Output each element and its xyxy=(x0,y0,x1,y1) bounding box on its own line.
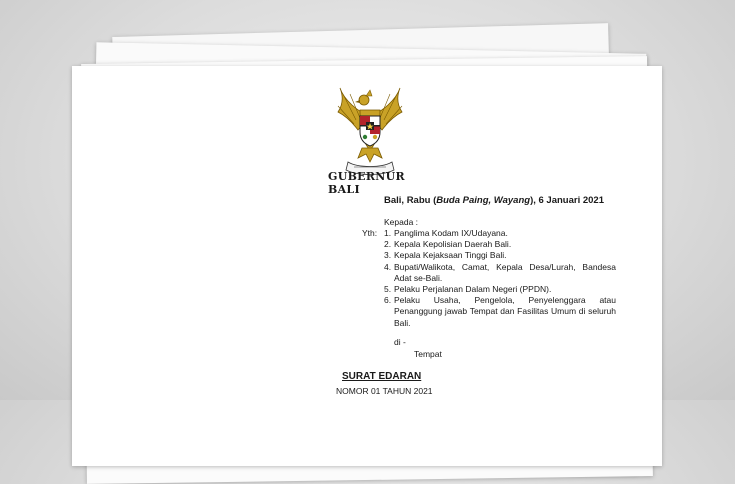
list-number: 4. xyxy=(384,261,392,272)
list-item xyxy=(384,284,616,295)
letter-document xyxy=(72,66,662,400)
list-item xyxy=(384,239,616,250)
tempat-label: Tempat xyxy=(414,349,442,359)
list-item xyxy=(384,262,616,284)
list-number: 6. xyxy=(384,295,392,306)
list-number: 5. xyxy=(384,284,392,295)
list-text: Panglima Kodam IX/Udayana. xyxy=(394,228,508,238)
letter-date xyxy=(384,195,604,206)
list-text: Kepala Kejaksaan Tinggi Bali. xyxy=(394,250,507,261)
list-item xyxy=(384,228,616,239)
list-text: Pelaku Usaha, Pengelola, Penyelenggara atau Penanggung jawab Tempat dan Fasilitas Umum di seluruh Bali. xyxy=(394,295,616,328)
letterhead-title: GUBERNUR BALI xyxy=(328,170,405,196)
list-text: Bupati/Walikota, Camat, Kepala Desa/Lurah, Bandesa Adat se-Bali. xyxy=(394,261,616,283)
date-prefix: Bali, Rabu ( xyxy=(384,195,437,206)
list-number: 1. xyxy=(384,228,392,238)
list-text: Kepala Kepolisian Daerah Bali. xyxy=(394,239,512,250)
list-text: Pelaku Perjalanan Dalam Negeri (PPDN). xyxy=(394,284,552,295)
list-number: 2. xyxy=(384,239,392,250)
circular-number: NOMOR 01 TAHUN 2021 xyxy=(336,386,433,396)
list-item xyxy=(384,250,616,261)
garuda-pancasila-emblem-icon xyxy=(330,86,410,176)
date-balinese: Buda Paing, Wayang xyxy=(436,195,531,206)
kepada-label: Kepada : xyxy=(384,217,419,227)
list-item xyxy=(384,295,616,329)
list-number: 3. xyxy=(384,250,392,261)
recipient-list xyxy=(384,228,616,329)
yth-label: Yth: xyxy=(362,228,378,238)
date-suffix: ), 6 Januari 2021 xyxy=(530,195,604,206)
circular-title: SURAT EDARAN xyxy=(342,371,422,382)
di-label: di - xyxy=(394,337,406,347)
